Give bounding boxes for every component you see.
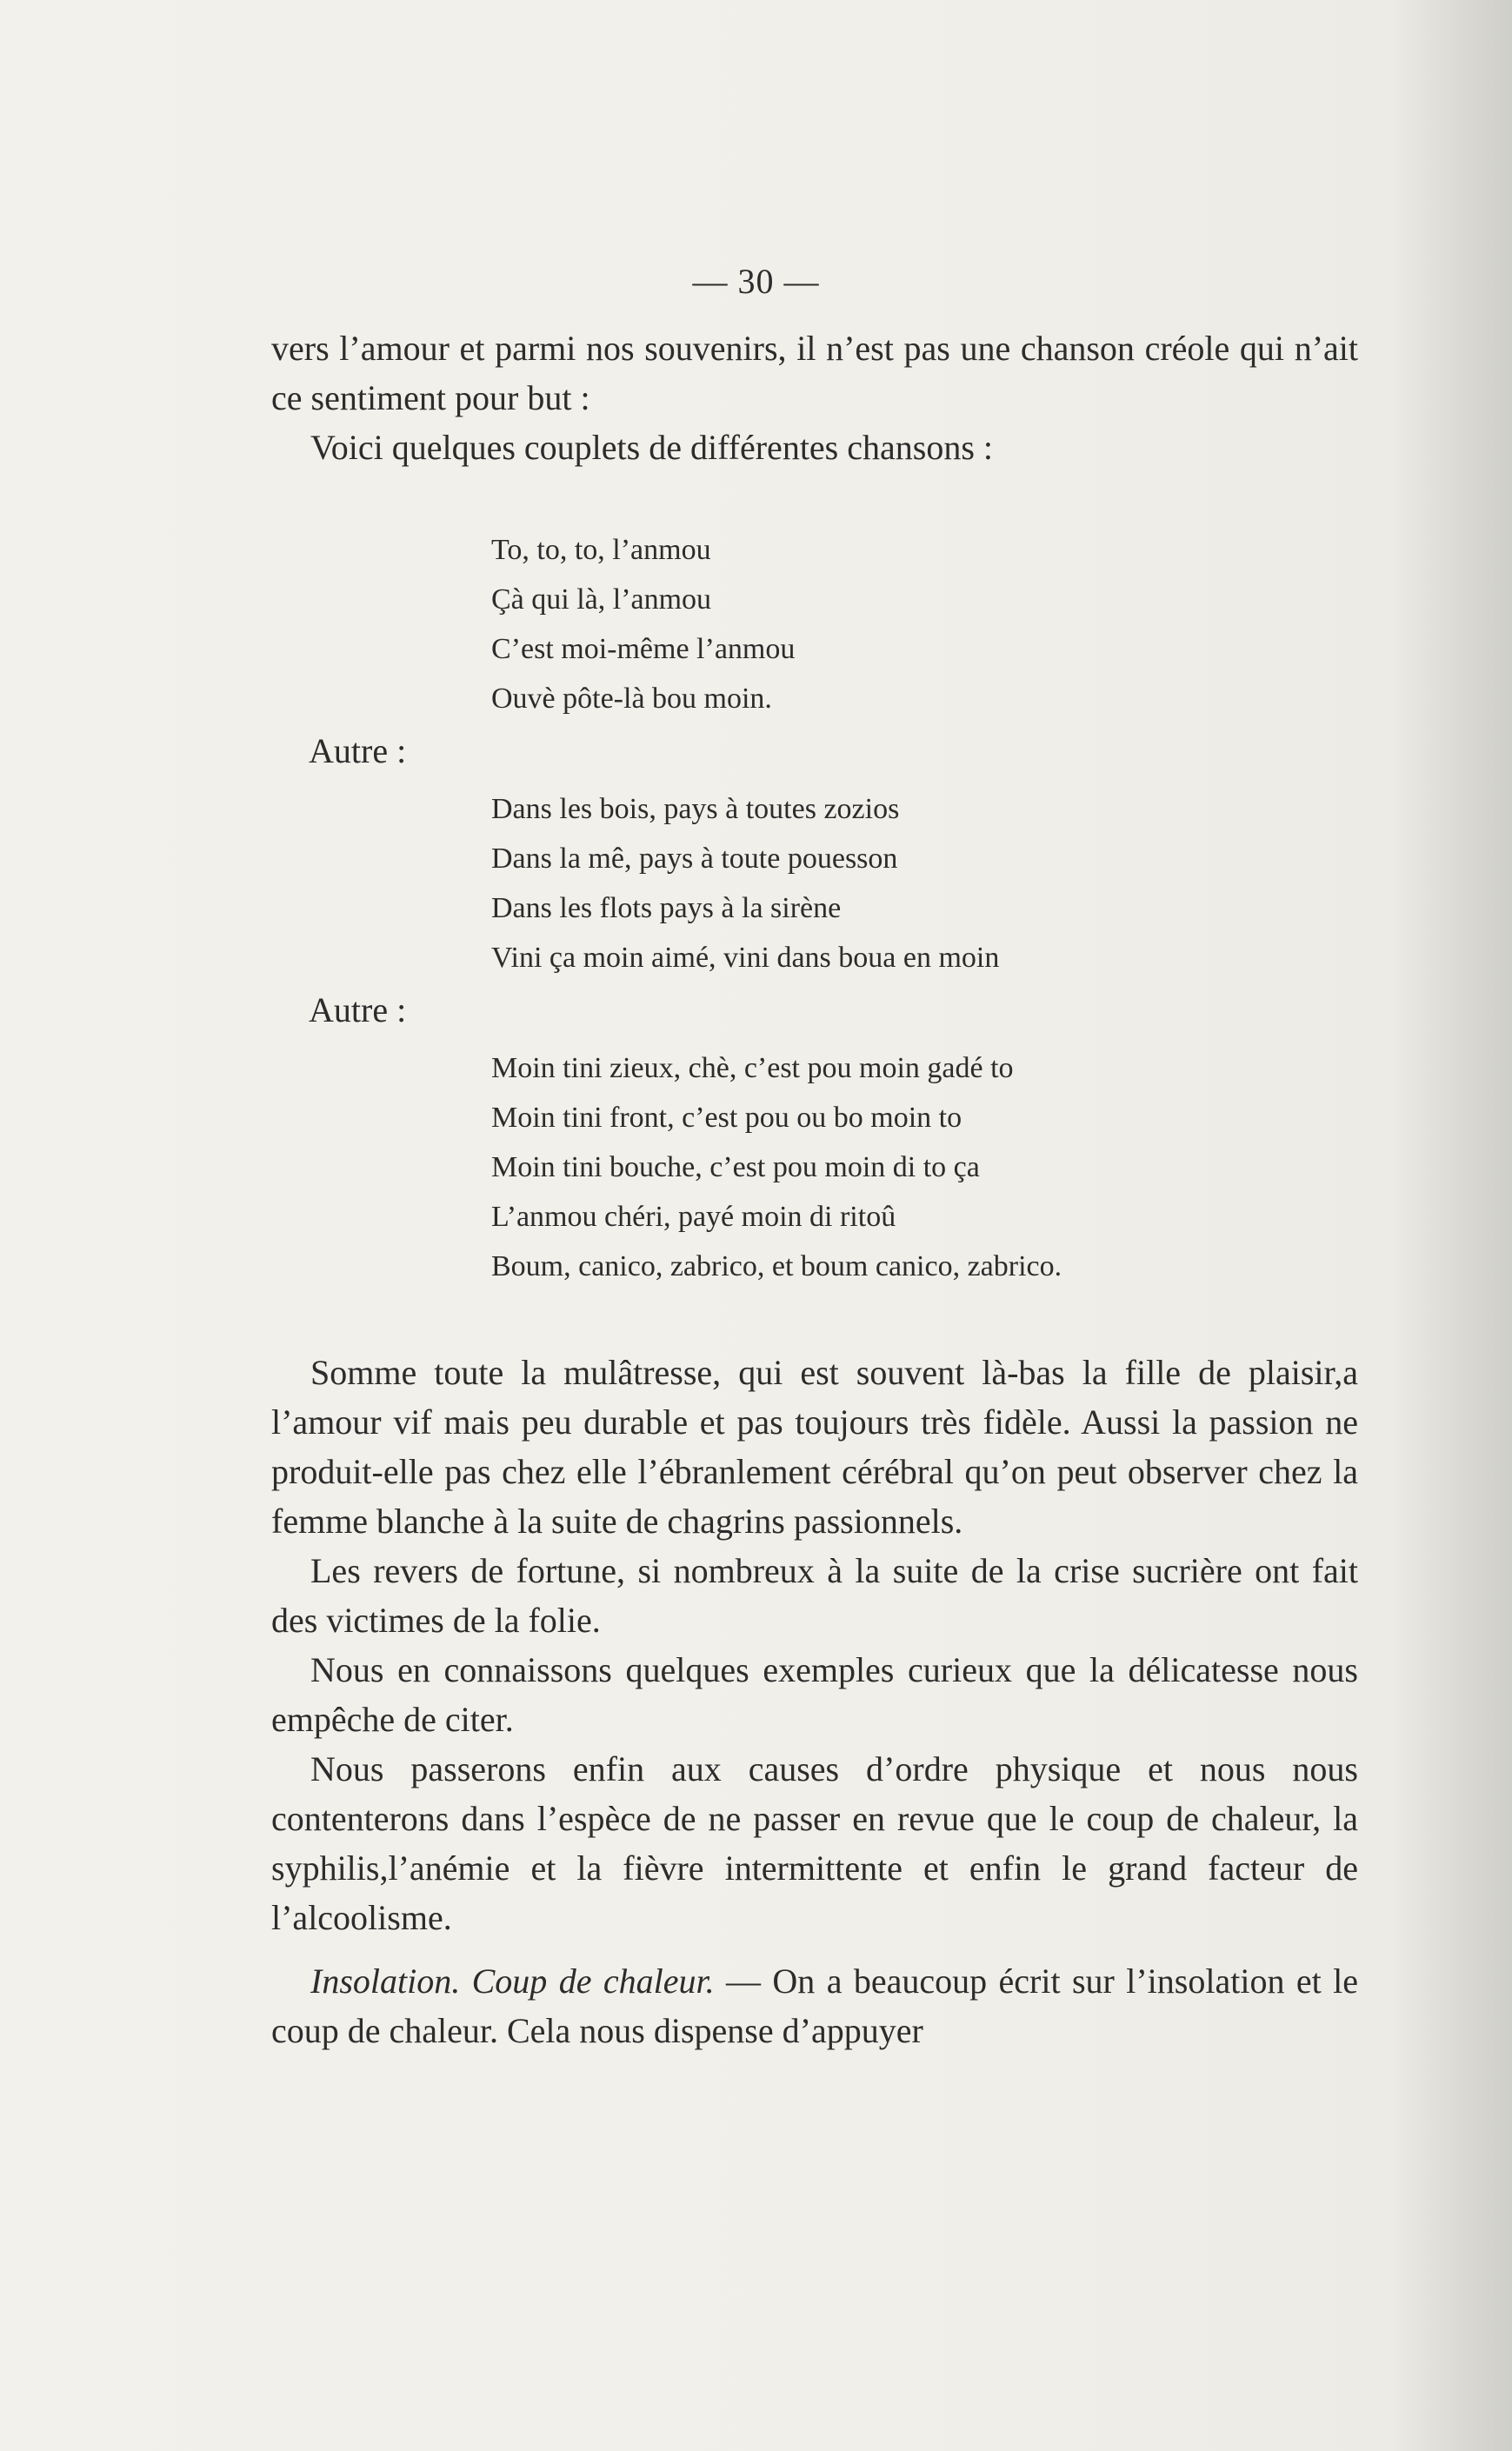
song-line: L’anmou chéri, payé moin di ritoû xyxy=(491,1201,896,1233)
intro-line: Voici quelques couplets de différentes chansons : xyxy=(310,428,993,467)
song-line: Moin tini front, c’est pou ou bo moin to xyxy=(491,1102,962,1134)
song-line: Vini ça moin aimé, vini dans boua en moin xyxy=(491,942,1000,974)
paragraph: Nous en connaissons quelques exemples curieux que la délicatesse nous empêche de citer. xyxy=(271,1650,1358,1739)
song-line: Moin tini zieux, chè, c’est pou moin gadé to xyxy=(491,1052,1014,1084)
paragraph: Les revers de fortune, si nombreux à la suite de la crise sucrière ont fait des victimes de la folie. xyxy=(271,1551,1358,1640)
song-couplet-3 xyxy=(491,1043,1062,1291)
section-heading-insolation: Insolation. Coup de chaleur. xyxy=(310,1961,715,2001)
song-line: Boum, canico, zabrico, et boum canico, zabrico. xyxy=(491,1250,1062,1282)
song-line: Ouvè pôte-là bou moin. xyxy=(491,683,772,715)
paragraph-insolation xyxy=(271,1956,1358,2055)
song-line: Dans les flots pays à la sirène xyxy=(491,892,842,924)
song-label-autre: Autre : xyxy=(309,990,407,1029)
page-number: — 30 — xyxy=(692,262,820,301)
song-line: To, to, to, l’anmou xyxy=(491,534,711,566)
song-label-autre: Autre : xyxy=(309,731,407,770)
body-text xyxy=(271,1348,1358,2055)
song-couplet-2 xyxy=(491,784,999,982)
song-line: Dans les bois, pays à toutes zozios xyxy=(491,793,900,825)
song-line: C’est moi-même l’anmou xyxy=(491,633,796,665)
song-couplet-1 xyxy=(491,525,795,723)
song-line: Moin tini bouche, c’est pou moin di to ça xyxy=(491,1151,980,1183)
song-line: Çà qui là, l’anmou xyxy=(491,583,712,616)
paragraph: Somme toute la mulâtresse, qui est souvent là-bas la fille de plaisir,a l’amour vif mais peu durable et pas toujours très fidèle. Aussi la passion ne produit-elle pas chez elle l’ébranlement cérébral qu’on peut observer chez la femme blanche à la suite de chagrins passionnels. xyxy=(271,1353,1358,1541)
paragraph-text: — On a beaucoup écrit sur l’insolation et le coup de chaleur. Cela nous dispense d’appuyer xyxy=(271,1961,1358,2050)
song-line: Dans la mê, pays à toute pouesson xyxy=(491,843,898,875)
intro-line: vers l’amour et parmi nos souvenirs, il n’est pas une chanson créole qui n’ait ce sentiment pour but : xyxy=(271,329,1358,417)
paragraph: Nous passerons enfin aux causes d’ordre physique et nous nous contenterons dans l’espèce de ne passer en revue que le coup de chaleur, la syphilis,l’anémie et la fièvre intermittente et enfin le grand facteur de l’alcoolisme. xyxy=(271,1749,1358,1937)
intro-text xyxy=(271,323,1358,472)
